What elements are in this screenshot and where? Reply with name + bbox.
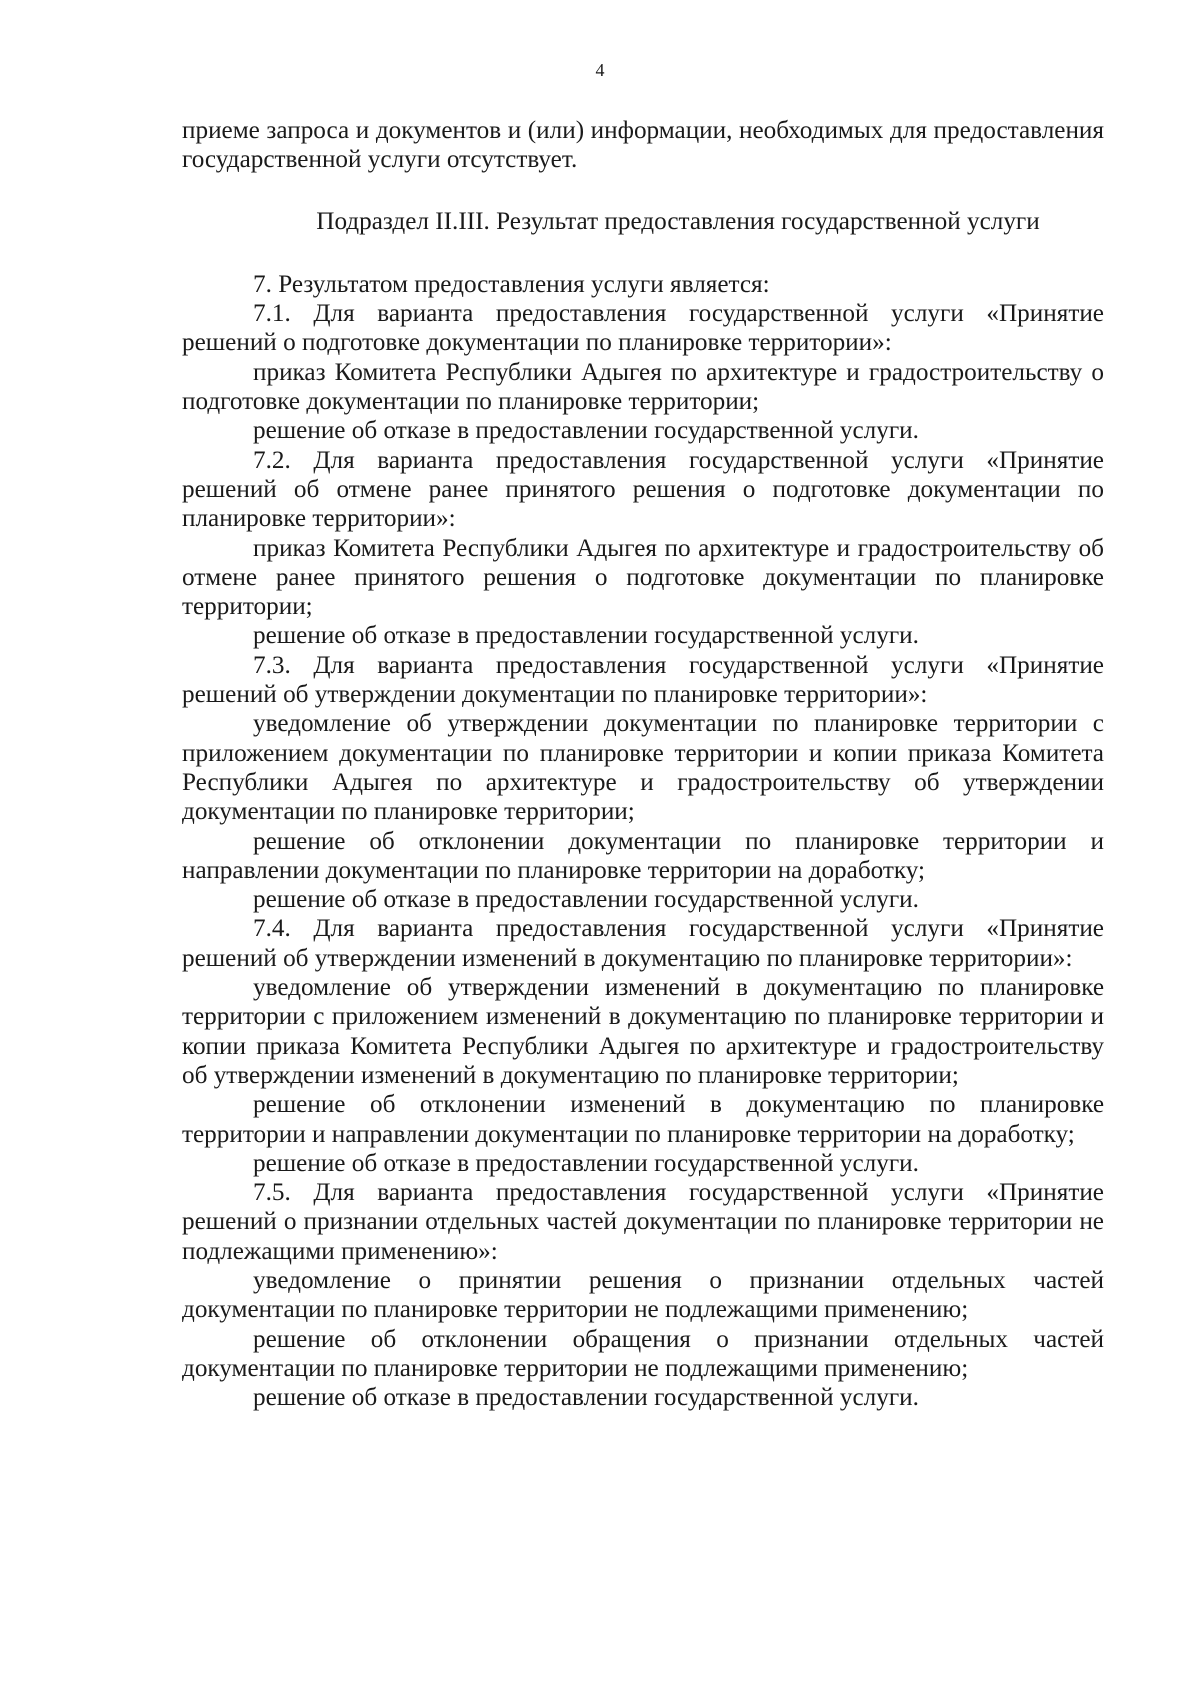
result-item: решение об отклонении документации по планировке территории и направлении документации по планировке территории на доработку; bbox=[182, 827, 1104, 884]
result-item: решение об отказе в предоставлении государственной услуги. bbox=[253, 622, 919, 650]
result-item: решение об отклонении изменений в документацию по планировке территории и направлении документации по планировке территории на доработку; bbox=[182, 1091, 1104, 1148]
paragraph-7-1: 7.1. Для варианта предоставления государственной услуги «Принятие решений о подготовке документации по планировке территории»: bbox=[182, 300, 1104, 357]
result-item: уведомление об утверждении изменений в документацию по планировке территории с приложением изменений в документацию по планировке территории и копии приказа Комитета Республики Адыгея по архитектуре и градостроительству об утверждении изменений в документацию по планировке территории; bbox=[182, 974, 1104, 1089]
result-item: уведомление о принятии решения о признании отдельных частей документации по планировке территории не подлежащими применению; bbox=[182, 1266, 1104, 1324]
paragraph-7-2: 7.2. Для варианта предоставления государственной услуги «Принятие решений об отмене ранее принятого решения о подготовке документации по планировке территории»: bbox=[182, 446, 1104, 533]
result-item: приказ Комитета Республики Адыгея по архитектуре и градостроительству об отмене ранее принятого решения о подготовке документации по планировке территории; bbox=[182, 534, 1104, 621]
paragraph-7: 7. Результатом предоставления услуги является: bbox=[253, 270, 770, 298]
paragraph-intro: приеме запроса и документов и (или) информации, необходимых для предоставления государственной услуги отсутствует. bbox=[182, 117, 1104, 174]
document-body bbox=[182, 116, 1104, 1412]
result-item: приказ Комитета Республики Адыгея по архитектуре и градостроительству о подготовке документации по планировке территории; bbox=[182, 358, 1104, 416]
section-heading: Подраздел II.III. Результат предоставления государственной услуги bbox=[316, 207, 1040, 235]
paragraph-7-3: 7.3. Для варианта предоставления государственной услуги «Принятие решений об утверждении документации по планировке территории»: bbox=[182, 651, 1104, 709]
paragraph-7-4: 7.4. Для варианта предоставления государственной услуги «Принятие решений об утверждении изменений в документацию по планировке территории»: bbox=[182, 915, 1104, 972]
page-number: 4 bbox=[595, 60, 605, 80]
result-item: решение об отказе в предоставлении государственной услуги. bbox=[253, 1149, 919, 1177]
result-item: уведомление об утверждении документации по планировке территории с приложением документации по планировке территории и копии приказа Комитета Республики Адыгея по архитектуре и градостроительству об утверждении документации по планировке территории; bbox=[182, 710, 1104, 826]
result-item: решение об отказе в предоставлении государственной услуги. bbox=[253, 886, 919, 914]
paragraph-7-5: 7.5. Для варианта предоставления государственной услуги «Принятие решений о признании отдельных частей документации по планировке территории не подлежащими применению»: bbox=[182, 1179, 1104, 1265]
result-item: решение об отказе в предоставлении государственной услуги. bbox=[253, 1384, 919, 1412]
result-item: решение об отклонении обращения о признании отдельных частей документации по планировке территории не подлежащими применению; bbox=[182, 1325, 1104, 1382]
result-item: решение об отказе в предоставлении государственной услуги. bbox=[253, 417, 919, 445]
